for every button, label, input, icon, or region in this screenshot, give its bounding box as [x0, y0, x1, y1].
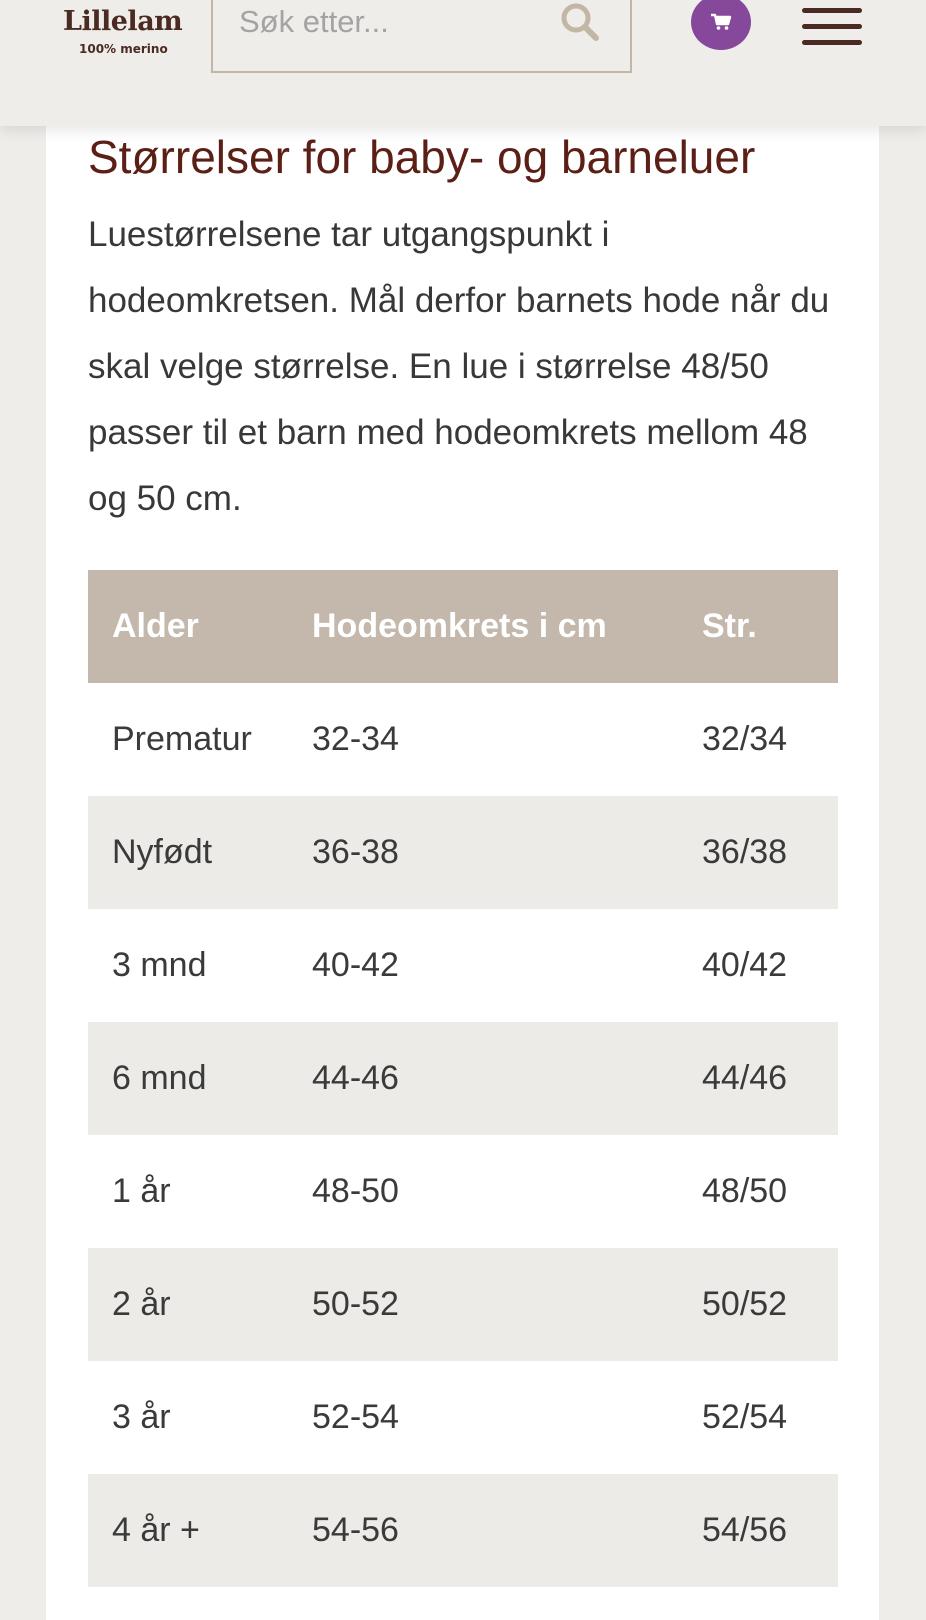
cell-size: 40/42	[702, 946, 788, 984]
site-header	[0, 0, 926, 126]
intro-paragraph: Luestørrelsene tar utgangspunkt i hodeomkretsen. Mål derfor barnets hode når du skal velge størrelse. En lue i størrelse 48/50 passer til et barn med hodeomkrets mellom 48 og 50 cm.	[88, 215, 830, 518]
cell-age: 2 år	[88, 1248, 288, 1361]
cell-head-circumference: 48-50	[312, 1172, 399, 1210]
cell-size: 32/34	[702, 720, 788, 758]
cell-head-circumference: 36-38	[288, 796, 678, 909]
search-input[interactable]	[213, 0, 533, 71]
table-row	[88, 683, 838, 796]
cart-button[interactable]	[691, 0, 751, 50]
search-bar	[211, 0, 632, 73]
cell-size: 54/56	[678, 1474, 838, 1587]
column-header-age: Alder	[88, 570, 288, 683]
cell-head-circumference: 52-54	[312, 1398, 399, 1436]
page-title: Størrelser for baby- og barneluer	[88, 131, 756, 183]
cell-size: 44/46	[678, 1022, 838, 1135]
cell-age: 3 år	[112, 1398, 171, 1436]
cell-age: 1 år	[112, 1172, 171, 1210]
cell-age: Prematur	[112, 720, 252, 758]
table-header-row	[88, 570, 838, 683]
cell-age: 4 år +	[88, 1474, 288, 1587]
logo-tagline: 100% merino	[79, 42, 168, 56]
hamburger-menu-button[interactable]	[802, 2, 862, 48]
table-row	[88, 1022, 838, 1135]
search-icon	[558, 0, 602, 44]
site-logo[interactable]	[63, 6, 183, 62]
search-button[interactable]	[530, 0, 630, 71]
table-row	[88, 909, 838, 1022]
cell-size: 36/38	[678, 796, 838, 909]
hamburger-menu-icon	[802, 24, 862, 29]
cell-head-circumference: 32-34	[312, 720, 399, 758]
cell-size: 52/54	[702, 1398, 788, 1436]
cell-size: 50/52	[678, 1248, 838, 1361]
table-row	[88, 1248, 838, 1361]
table-row	[88, 1361, 838, 1474]
cell-head-circumference: 40-42	[312, 946, 399, 984]
cell-age: 6 mnd	[88, 1022, 288, 1135]
hamburger-menu-icon	[802, 40, 862, 45]
cell-head-circumference: 54-56	[288, 1474, 678, 1587]
table-row	[88, 1474, 838, 1587]
hamburger-menu-icon	[802, 8, 862, 13]
logo-name: Lillelam	[63, 6, 183, 37]
column-header-size: Str.	[678, 570, 838, 683]
cell-age: Nyfødt	[88, 796, 288, 909]
cell-head-circumference: 50-52	[288, 1248, 678, 1361]
table-row	[88, 1135, 838, 1248]
size-table	[88, 570, 838, 1587]
cart-icon	[710, 12, 732, 32]
cell-head-circumference: 44-46	[288, 1022, 678, 1135]
cell-size: 48/50	[702, 1172, 788, 1210]
cell-age: 3 mnd	[112, 946, 207, 984]
column-header-head-circumference: Hodeomkrets i cm	[288, 570, 678, 683]
table-row	[88, 796, 838, 909]
content-card	[46, 100, 879, 1620]
